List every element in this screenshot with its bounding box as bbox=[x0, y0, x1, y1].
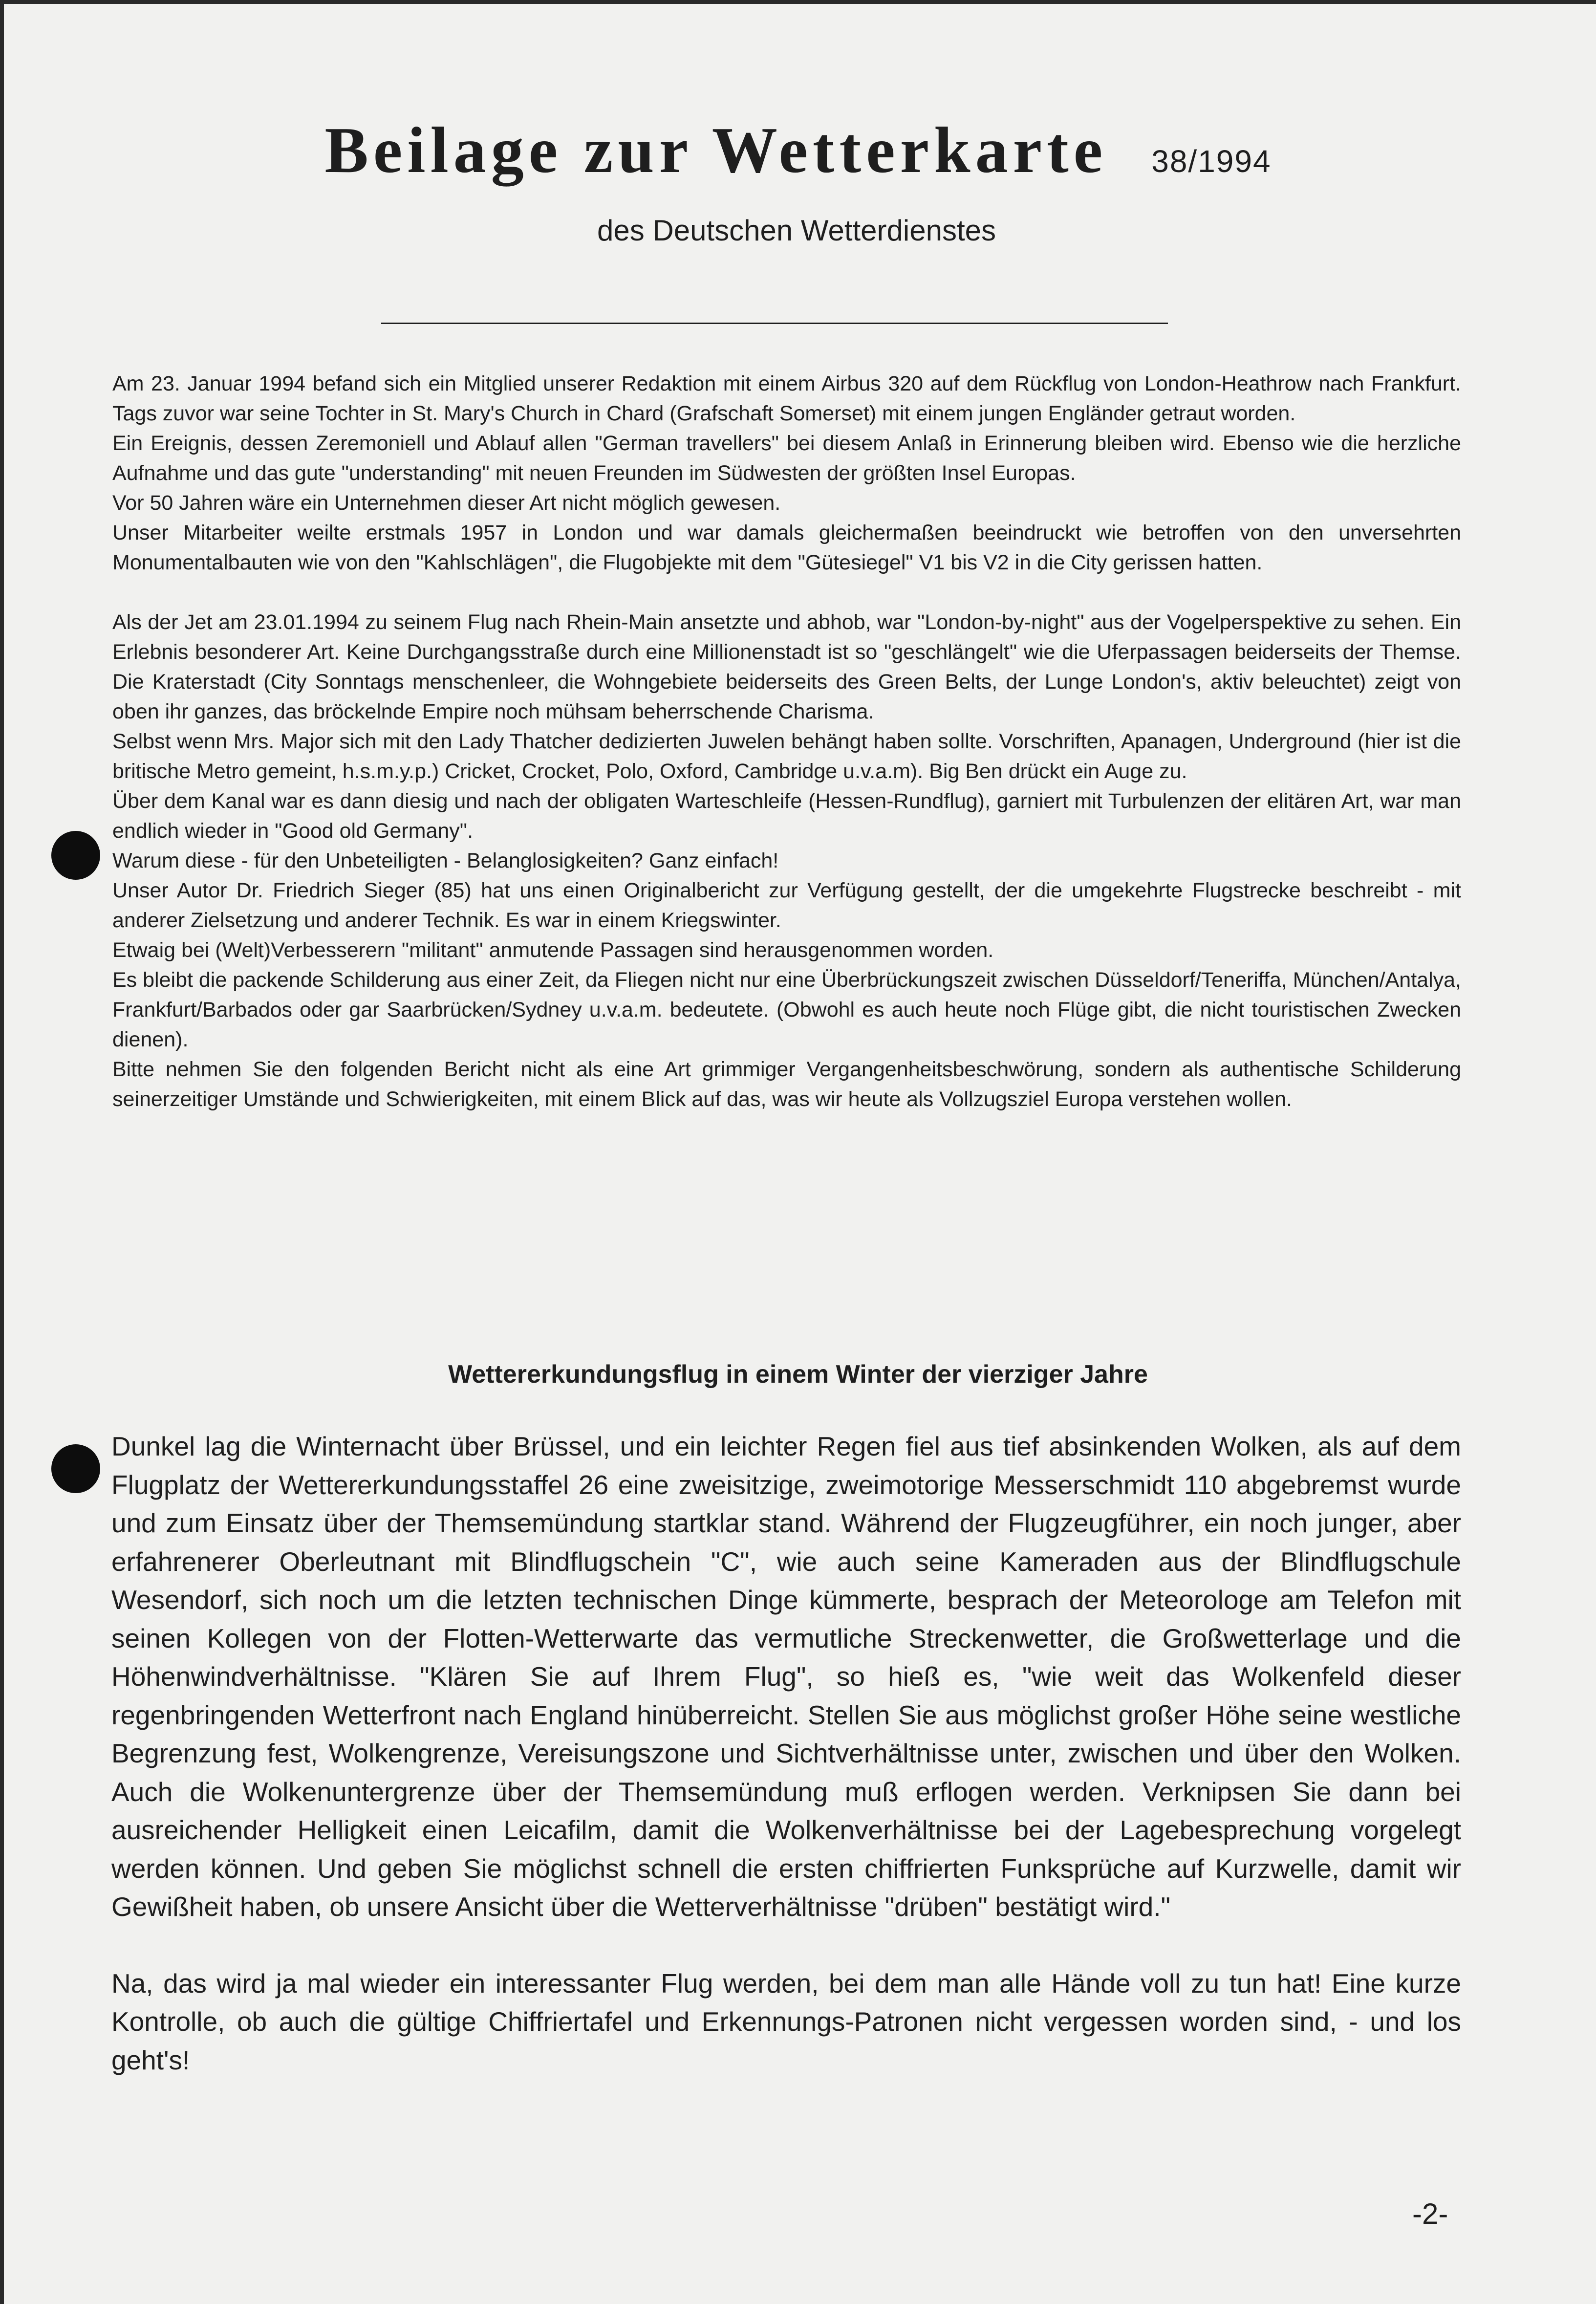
scan-edge-left bbox=[0, 0, 4, 2304]
scan-edge-top bbox=[0, 0, 1596, 4]
punch-hole bbox=[51, 831, 100, 880]
intro-paragraph: Als der Jet am 23.01.1994 zu seinem Flug nach Rhein-Main ansetzte und abhob, war "London-by-night" aus der Vogelperspektive zu sehen. Ein Erlebnis besonderer Art. Keine Durchgangsstraße durch eine Millionenstadt ist so "geschlängelt" wie die Uferpassagen beiderseits der Themse. Die Kraterstadt (City Sonntags menschenleer, die Wohngebiete beiderseits des Green Belts, der Lunge London's, aktiv beleuchtet) zeigt von oben ihr ganzes, das bröckelnde Empire noch mühsam beherrschende Charisma. bbox=[112, 610, 1461, 723]
article-paragraph: Na, das wird ja mal wieder ein interessanter Flug werden, bei dem man alle Hände voll zu tun hat! Eine kurze Kontrolle, ob auch die gültige Chiffriertafel und Erkennungs-Patronen nicht vergessen worden sind, - und los geht's! bbox=[111, 1968, 1461, 2075]
page-number: -2- bbox=[1412, 2197, 1448, 2230]
intro-paragraph: Selbst wenn Mrs. Major sich mit den Lady Thatcher dedizierten Juwelen behängt haben sollte. Vorschriften, Apanagen, Underground (hier ist die britische Metro gemeint, h.s.m.y.p.) Cricket, Crocket, Polo, Oxford, Cambridge u.v.a.m). Big Ben drückt ein Auge zu. bbox=[112, 730, 1461, 783]
intro-paragraph: Warum diese - für den Unbeteiligten - Belanglosigkeiten? Ganz einfach! bbox=[112, 849, 779, 872]
intro-paragraph: Vor 50 Jahren wäre ein Unternehmen dieser Art nicht möglich gewesen. bbox=[112, 491, 781, 515]
intro-paragraph: Über dem Kanal war es dann diesig und nach der obligaten Warteschleife (Hessen-Rundflug), garniert mit Turbulenzen der elitären Art, war man endlich wieder in "Good old Germany". bbox=[112, 789, 1461, 843]
article-paragraph: Dunkel lag die Winternacht über Brüssel, und ein leichter Regen fiel aus tief absinkenden Wolken, als auf dem Flugplatz der Wettererkundungsstaffel 26 eine zweisitzige, zweimotorige Messerschmidt 110 abgebremst wurde und zum Einsatz über der Themsemündung startklar stand. Während der Flugzeugführer, ein noch junger, aber erfahrenerer Oberleutnant mit Blindflugschein "C", wie auch seine Kameraden aus der Blindflugschule Wesendorf, sich noch um die letzten technischen Dinge kümmerte, besprach der Meteorologe am Telefon mit seinen Kollegen von der Flotten-Wetterwarte das vermutliche Streckenwetter, die Großwetterlage und die Höhenwindverhältnisse. "Klären Sie auf Ihrem Flug", so hieß es, "wie weit das Wolkenfeld dieser regenbringenden Wetterfront nach England hinüberreicht. Stellen Sie aus möglichst großer Höhe seine westliche Begrenzung fest, Wolkengrenze, Vereisungszone und Sichtverhältnisse unter, zwischen und über den Wolken. Auch die Wolkenuntergrenze über der Themsemündung muß erflogen werden. Verknipsen Sie dann bei ausreichender Helligkeit einen Leicafilm, damit die Wolkenverhältnisse bei der Lagebesprechung vorgelegt werden können. Und geben Sie möglichst schnell die ersten chiffrierten Funksprüche auf Kurzwelle, damit wir Gewißheit haben, ob unsere Ansicht über die Wetterverhältnisse "drüben" bestätigt wird." bbox=[111, 1431, 1461, 1922]
editorial-intro bbox=[112, 369, 1461, 1114]
intro-paragraph: Es bleibt die packende Schilderung aus einer Zeit, da Fliegen nicht nur eine Überbrückungszeit zwischen Düsseldorf/Teneriffa, München/Antalya, Frankfurt/Barbados oder gar Saarbrücken/Sydney u.v.a.m. bedeutete. (Obwohl es auch heute noch Flüge gibt, die nicht touristischen Zwecken dienen). bbox=[112, 968, 1461, 1051]
intro-paragraph: Unser Autor Dr. Friedrich Sieger (85) hat uns einen Originalbericht zur Verfügung gestellt, der die umgekehrte Flugstrecke beschreibt - mit anderer Zielsetzung und anderer Technik. Es war in einem Kriegswinter. bbox=[112, 879, 1461, 932]
intro-paragraph: Unser Mitarbeiter weilte erstmals 1957 in London und war damals gleichermaßen beeindruckt wie betroffen von den unversehrten Monumentalbauten wie von den "Kahlschlägen", die Flugobjekte mit dem "Gütesiegel" V1 bis V2 in die City gerissen hatten. bbox=[112, 521, 1461, 574]
intro-paragraph: Bitte nehmen Sie den folgenden Bericht nicht als eine Art grimmiger Vergangenheitsbeschwörung, sondern als authentische Schilderung seinerzeitiger Umstände und Schwierigkeiten, mit einem Blick auf das, was wir heute als Vollzugsziel Europa verstehen wollen. bbox=[112, 1058, 1461, 1111]
masthead bbox=[0, 112, 1596, 188]
publication-title: Beilage zur Wetterkarte bbox=[324, 114, 1108, 186]
article-body bbox=[111, 1427, 1461, 2079]
issue-number: 38/1994 bbox=[1151, 144, 1272, 179]
publication-subtitle: des Deutschen Wetterdienstes bbox=[597, 214, 996, 247]
intro-paragraph: Ein Ereignis, dessen Zeremoniell und Ablauf allen "German travellers" bei diesem Anlaß in Erinnerung bleiben wird. Ebenso wie die herzliche Aufnahme und das gute "understanding" mit neuen Freunden im Südwesten der größten Insel Europas. bbox=[112, 432, 1461, 485]
intro-paragraph: Am 23. Januar 1994 befand sich ein Mitglied unserer Redaktion mit einem Airbus 320 auf dem Rückflug von London-Heathrow nach Frankfurt. Tags zuvor war seine Tochter in St. Mary's Church in Chard (Grafschaft Somerset) mit einem jungen Engländer getraut worden. bbox=[112, 372, 1461, 425]
punch-hole bbox=[51, 1444, 100, 1493]
article-heading: Wettererkundungsflug in einem Winter der vierziger Jahre bbox=[448, 1360, 1148, 1389]
header-divider bbox=[381, 323, 1168, 324]
intro-paragraph: Etwaig bei (Welt)Verbesserern "militant" anmutende Passagen sind herausgenommen worden. bbox=[112, 938, 994, 962]
